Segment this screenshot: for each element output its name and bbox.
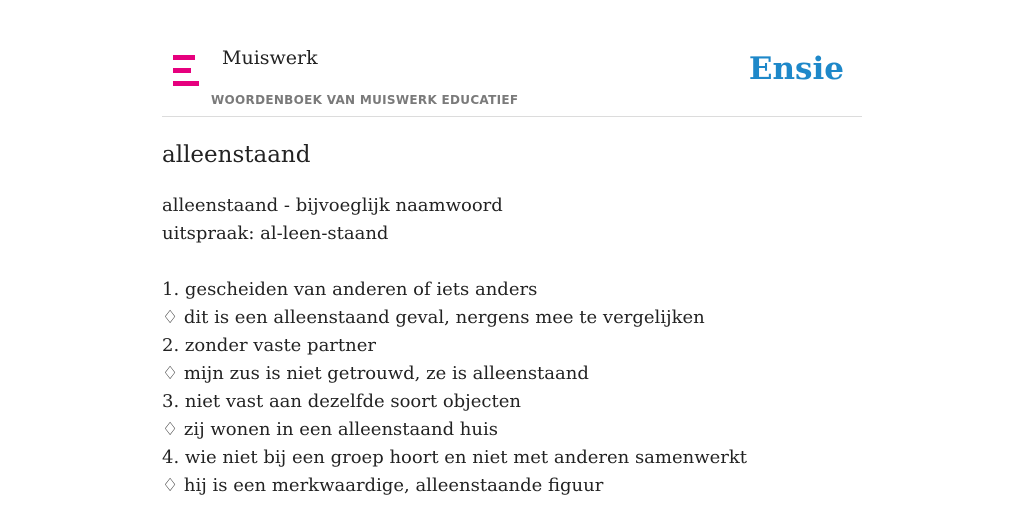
sense-definition: 2. zonder vaste partner [162,335,376,356]
entry-title: alleenstaand [162,142,311,168]
entry-body [162,192,862,500]
ensie-brand-logo[interactable]: Ensie [748,51,844,87]
sense-definition: 4. wie niet bij een groep hoort en niet met anderen samenwerkt [162,447,748,468]
pronunciation-line: uitspraak: al-leen-staand [162,223,389,244]
sense-example: ♢ hij is een merkwaardige, alleenstaande figuur [162,475,604,496]
logo-bar-top [173,55,195,60]
sense-definition: 1. gescheiden van anderen of iets anders [162,279,538,300]
publisher-subtitle: WOORDENBOEK VAN MUISWERK EDUCATIEF [211,93,519,107]
sense-definition: 3. niet vast aan dezelfde soort objecten [162,391,521,412]
site-header [162,0,862,117]
muiswerk-logo-icon[interactable] [173,55,199,87]
publisher-name[interactable]: Muiswerk [222,47,318,69]
logo-bar-bottom [173,81,199,86]
sense-example: ♢ dit is een alleenstaand geval, nergens mee te vergelijken [162,307,705,328]
logo-bar-middle [173,68,191,73]
word-class-line: alleenstaand - bijvoeglijk naamwoord [162,195,503,216]
sense-example: ♢ zij wonen in een alleenstaand huis [162,419,498,440]
sense-example: ♢ mijn zus is niet getrouwd, ze is alleenstaand [162,363,589,384]
spacer [162,248,862,276]
